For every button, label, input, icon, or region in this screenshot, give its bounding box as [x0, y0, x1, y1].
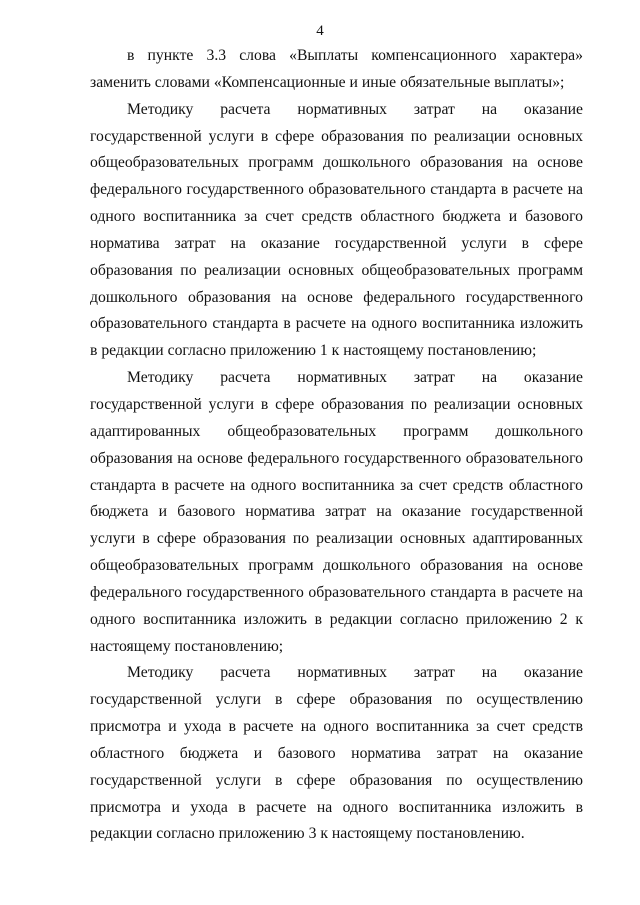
- paragraph-methodology-appendix-3: Методику расчета нормативных затрат на оказание государственной услуги в сфере образования по осуществлению присмотра и ухода в расчете на одного воспитанника за счет средств областного бюджета и базового норматива затрат на оказание государственной услуги в сфере образования по осуществлению присмотра и ухода в расчете на одного воспитанника изложить в редакции согласно приложению 3 к настоящему постановлению.: [90, 664, 583, 843]
- page-number: 4: [316, 23, 324, 39]
- paragraph-amendment-3-3: в пункте 3.3 слова «Выплаты компенсационного характера» заменить словами «Компенсационные и иные обязательные выплаты»;: [90, 47, 583, 91]
- paragraph-methodology-appendix-1: Методику расчета нормативных затрат на оказание государственной услуги в сфере образования по реализации основных общеобразовательных программ дошкольного образования на основе федерального государственного образовательного стандарта в расчете на одного воспитанника за счет средств областного бюджета и базового норматива затрат на оказание государственной услуги в сфере образования по реализации основных общеобразовательных программ дошкольного образования на основе федерального государственного образовательного стандарта в расчете на одного воспитанника изложить в редакции согласно приложению 1 к настоящему постановлению;: [90, 100, 583, 360]
- paragraph-methodology-appendix-2: Методику расчета нормативных затрат на оказание государственной услуги в сфере образования по реализации основных адаптированных общеобразовательных программ дошкольного образования на основе федерального государственного образовательного стандарта в расчете на одного воспитанника за счет средств областного бюджета и базового норматива затрат на оказание государственной услуги в сфере образования по реализации основных адаптированных общеобразовательных программ дошкольного образования на основе федерального государственного образовательного стандарта в расчете на одного воспитанника изложить в редакции согласно приложению 2 к настоящему постановлению;: [90, 369, 583, 655]
- document-body: [90, 43, 583, 848]
